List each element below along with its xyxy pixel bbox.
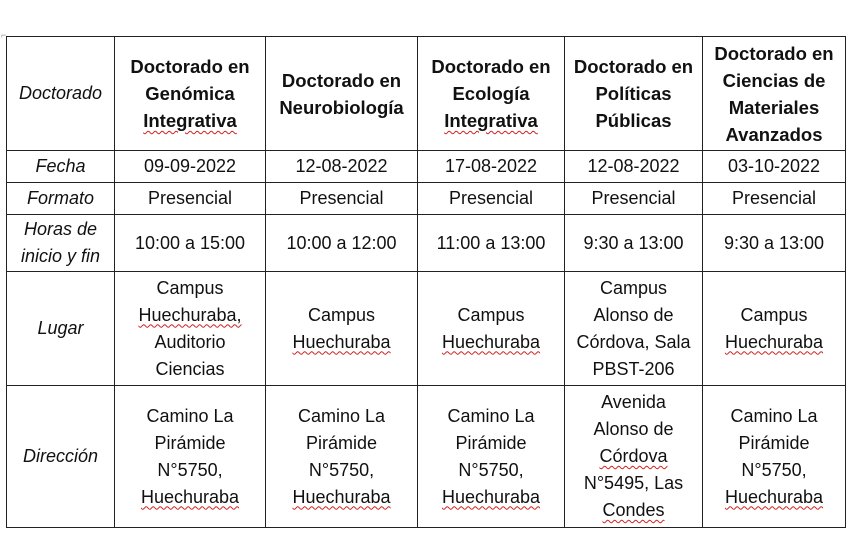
cell-line: 12-08-2022: [295, 156, 388, 176]
row-label-direccion: [7, 386, 115, 528]
cell-line: Doctorado en: [431, 56, 551, 77]
cell-line: Córdova, Sala: [576, 331, 691, 352]
cell-line: Integrativa: [444, 110, 538, 131]
cell-line: Avenida: [601, 392, 666, 412]
cell-line: Presencial: [147, 188, 233, 208]
cell-line: Pirámide: [738, 432, 810, 453]
cell-line: 17-08-2022: [444, 156, 538, 176]
table-cell: [418, 272, 565, 386]
corner-mark-top-left: ⌐: [1, 30, 7, 40]
cell-line: Doctorado en: [714, 42, 834, 64]
table-cell: [418, 386, 565, 528]
cell-line: Camino La: [146, 405, 234, 426]
cell-line: Genómica: [145, 83, 235, 104]
cell-line: 11:00 a 13:00: [436, 232, 546, 253]
cell-line: Neurobiología: [279, 96, 404, 118]
cell-line: Campus: [307, 304, 376, 325]
cell-line: Públicas: [595, 110, 672, 131]
row-label-horas: [7, 215, 115, 272]
cell-line: PBST-206: [592, 358, 675, 379]
cell-line: Auditorio: [154, 331, 226, 352]
cell-line: Camino La: [297, 405, 386, 426]
cell-line: Presencial: [448, 188, 534, 208]
cell-line: Huechuraba: [140, 486, 240, 507]
cell-line: Pirámide: [455, 432, 527, 453]
cell-line: Políticas: [595, 83, 672, 104]
table-cell: [266, 215, 418, 272]
cell-line: Campus: [740, 304, 808, 325]
cell-line: N°5750,: [458, 459, 524, 480]
row-label-line: Fecha: [35, 156, 86, 176]
cell-line: Huechuraba: [292, 331, 391, 352]
table-cell: [703, 151, 846, 183]
cell-line: Presencial: [731, 188, 817, 208]
table-cell: [115, 151, 266, 183]
cell-line: Pirámide: [154, 432, 226, 453]
cell-line: Ciencias de: [722, 69, 826, 91]
cell-line: 9:30 a 13:00: [723, 232, 825, 253]
table-cell: [703, 272, 846, 386]
table-row-fecha: [7, 151, 846, 183]
cell-line: Huechuraba: [724, 486, 824, 507]
table-body: [7, 37, 846, 528]
cell-line: 10:00 a 15:00: [134, 232, 246, 253]
cell-line: 09-09-2022: [143, 156, 237, 176]
cell-line: Avanzados: [725, 123, 823, 145]
cell-line: Campus: [457, 304, 525, 325]
table-row-horas: [7, 215, 846, 272]
cell-line: N°5750,: [157, 459, 223, 480]
table-cell: [418, 183, 565, 215]
header-row: [7, 37, 846, 151]
table-cell: [418, 151, 565, 183]
table-cell: [565, 272, 703, 386]
row-label-doctorado: Doctorado: [7, 37, 115, 151]
cell-line: N°5750,: [308, 459, 375, 480]
cell-line: Campus: [599, 277, 668, 298]
table-cell: [115, 272, 266, 386]
cell-line: Pirámide: [305, 432, 378, 453]
document-page: [6, 36, 846, 528]
table-cell: [115, 215, 266, 272]
cell-line: Condes: [602, 500, 665, 520]
cell-line: Doctorado en: [130, 56, 250, 77]
row-label-line: Horas de: [23, 219, 98, 239]
table-cell: [266, 151, 418, 183]
cell-line: Alonso de: [593, 419, 674, 439]
program-header: [565, 37, 703, 151]
cell-line: Doctorado en: [573, 56, 694, 77]
table-cell: [266, 272, 418, 386]
program-header: [266, 37, 418, 151]
row-label-line: inicio y fin: [20, 246, 101, 266]
program-header: [418, 37, 565, 151]
cell-line: 03-10-2022: [727, 156, 821, 176]
table-cell: [115, 183, 266, 215]
cell-line: Huechuraba: [441, 486, 541, 507]
table-cell: [565, 386, 703, 528]
row-label-fecha: [7, 151, 115, 183]
cell-line: Huechuraba: [724, 331, 824, 352]
table-row-lugar: [7, 272, 846, 386]
cell-line: Presencial: [299, 188, 384, 208]
cell-line: N°5495, Las: [583, 473, 684, 493]
cell-line: 12-08-2022: [587, 156, 680, 176]
cell-line: Integrativa: [143, 110, 237, 131]
cell-line: N°5750,: [741, 459, 807, 480]
row-label-line: Formato: [26, 188, 95, 208]
row-label-line: Dirección: [22, 446, 99, 466]
table-cell: [266, 183, 418, 215]
table-row-direccion: [7, 386, 846, 528]
row-label-lugar: [7, 272, 115, 386]
doctorate-schedule-table: [6, 36, 846, 528]
cell-line: Materiales: [728, 96, 820, 118]
cell-line: Huechuraba: [292, 486, 391, 507]
table-cell: [703, 215, 846, 272]
table-cell: [703, 386, 846, 528]
table-cell: [115, 386, 266, 528]
cell-line: Camino La: [730, 405, 818, 426]
cell-line: Córdova: [599, 446, 668, 466]
cell-line: Presencial: [591, 188, 676, 208]
row-label-line: Lugar: [37, 318, 84, 338]
cell-line: Ecología: [452, 83, 530, 104]
table-cell: [565, 151, 703, 183]
cell-line: Huechuraba: [441, 331, 541, 352]
cell-line: Camino La: [447, 405, 535, 426]
table-cell: [266, 386, 418, 528]
table-cell: [565, 215, 703, 272]
program-header: [703, 37, 846, 151]
cell-line: Doctorado en: [281, 69, 402, 91]
cell-line: 10:00 a 12:00: [286, 232, 397, 253]
table-cell: [703, 183, 846, 215]
table-cell: [418, 215, 565, 272]
program-header: [115, 37, 266, 151]
cell-line: Ciencias: [155, 358, 225, 379]
table-row-formato: [7, 183, 846, 215]
row-label-formato: [7, 183, 115, 215]
cell-line: Campus: [156, 277, 224, 298]
cell-line: Huechuraba,: [138, 304, 242, 325]
cell-line: 9:30 a 13:00: [583, 232, 684, 253]
cell-line: Alonso de: [593, 304, 674, 325]
table-cell: [565, 183, 703, 215]
